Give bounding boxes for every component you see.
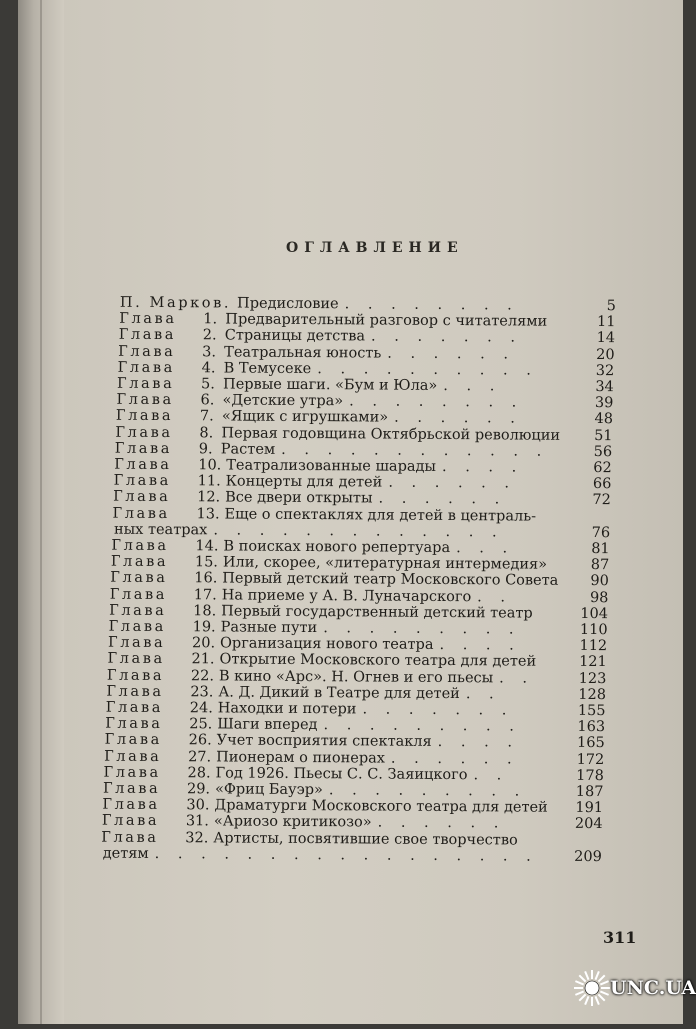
chapter-label: Глава — [104, 748, 162, 765]
chapter-label: Глава — [116, 391, 174, 409]
toc-page-number: 87 — [590, 557, 610, 574]
chapter-title: В кино «Арс». Н. Огнев и его пьесы — [218, 668, 494, 686]
leader-dots: . . . . . . — [394, 410, 522, 427]
chapter-label: Глава — [110, 553, 169, 571]
book-page — [18, 0, 683, 1024]
sunburst-ray — [595, 971, 598, 979]
chapter-title: Все двери открыты — [225, 489, 373, 507]
leader-dots: . . . . — [437, 734, 520, 751]
toc-page-number: 209 — [574, 848, 602, 865]
chapter-label: Глава — [119, 310, 177, 328]
leader-dots: . . . . . . . . . . — [317, 360, 538, 379]
leader-dots: . . . . . . — [388, 474, 517, 492]
watermark — [572, 968, 696, 1012]
chapter-label: Глава — [106, 667, 165, 684]
chapter-title: Открытие Московского театра для детей — [219, 651, 537, 671]
chapter-label: Глава — [104, 732, 162, 749]
toc-page-number: 128 — [578, 686, 607, 703]
chapter-title: Концерты для детей — [225, 473, 383, 491]
toc-page-number: 32 — [595, 362, 615, 379]
chapter-number: 1. — [203, 311, 218, 328]
chapter-label: Глава — [103, 764, 161, 781]
chapter-number: 11. — [197, 473, 221, 490]
toc-page-number: 172 — [576, 751, 605, 768]
toc-page-number: 76 — [591, 524, 611, 541]
chapter-number: 8. — [199, 424, 214, 441]
chapter-number: 13. — [196, 505, 220, 523]
toc-heading: ОГЛАВЛЕНИЕ — [286, 240, 464, 256]
chapter-label: Глава — [105, 699, 164, 717]
sunburst-ray — [595, 996, 598, 1004]
chapter-number: 21. — [191, 651, 215, 668]
toc-page-number: 72 — [592, 492, 611, 509]
chapter-number: 17. — [193, 586, 217, 603]
leader-dots: . . — [473, 766, 509, 784]
chapter-label: Глава — [114, 456, 172, 474]
chapter-title: Еще о спектаклях для детей в централь- — [224, 506, 537, 525]
chapter-title: В Темусеке — [223, 360, 312, 377]
chapter-label: Глава — [108, 634, 166, 652]
chapter-label: Глава — [113, 489, 171, 506]
sunburst-ray — [575, 991, 583, 994]
chapter-title: А. Д. Дикий в Театре для детей — [218, 684, 460, 702]
chapter-title: детям — [102, 845, 149, 862]
chapter-label: Глава — [101, 812, 160, 830]
toc-page-number: 178 — [576, 767, 604, 784]
chapter-title: Год 1926. Пьесы С. С. Заяицкого — [215, 765, 468, 783]
chapter-number: 28. — [187, 764, 211, 782]
chapter-label: Глава — [111, 537, 169, 555]
chapter-number: 19. — [192, 619, 216, 636]
chapter-number: 15. — [194, 554, 218, 571]
chapter-label: Глава — [117, 375, 175, 393]
chapter-title: ных театрах — [113, 521, 208, 539]
chapter-label: Глава — [109, 602, 167, 619]
leader-dots: . . . — [456, 540, 515, 557]
toc-page-number: 204 — [574, 816, 603, 833]
chapter-label: Глава — [105, 715, 163, 733]
chapter-number: 16. — [194, 570, 218, 587]
chapter-title: Первая годовщина Октябрьской революции — [221, 425, 561, 444]
toc-page-number: 90 — [590, 573, 609, 590]
leader-dots: . . . . . . — [387, 345, 516, 363]
chapter-number: 31. — [185, 813, 209, 830]
chapter-title: Или, скорее, «литературная интермедия» — [222, 554, 548, 573]
chapter-number: 9. — [198, 441, 213, 458]
leader-dots: . . . . . . — [378, 490, 507, 508]
leader-dots: . . . . . . . . . — [323, 717, 521, 735]
leader-dots: . . . . — [441, 458, 524, 476]
chapter-number: 26. — [188, 732, 212, 749]
chapter-label: Глава — [113, 472, 172, 490]
chapter-label: Глава — [118, 327, 177, 344]
chapter-title: Страницы детства — [224, 327, 366, 345]
chapter-number: 12. — [197, 489, 221, 506]
chapter-title: На приеме у А. В. Луначарского — [221, 587, 472, 605]
toc-page-number: 110 — [579, 621, 608, 639]
chapter-number: 27. — [188, 748, 212, 765]
toc-page-number: 14 — [596, 330, 616, 347]
chapter-title: «Детские утра» — [222, 392, 344, 410]
leader-dots: . . — [499, 669, 535, 687]
chapter-title: «Ящик с игрушками» — [221, 408, 389, 426]
leader-dots: . . . . . . — [377, 814, 506, 832]
toc-page-number: 56 — [593, 443, 613, 460]
leader-dots: . . . . . . . — [371, 328, 523, 346]
chapter-title: Театрализованные шарады — [226, 457, 437, 475]
chapter-title: Театральная юность — [224, 344, 382, 362]
toc-page-number: 165 — [576, 735, 605, 752]
chapter-number: 29. — [186, 781, 211, 798]
leader-dots: . . . . . . . . — [349, 393, 524, 411]
sunburst-ray — [575, 981, 583, 984]
chapter-number: 7. — [199, 408, 214, 425]
chapter-title: Учет восприятия спектакля — [216, 732, 432, 751]
sunburst-ray — [600, 981, 608, 984]
toc-page-number: 104 — [580, 605, 609, 622]
toc-page-number: 11 — [596, 314, 616, 331]
chapter-title: Первый государственный детский театр — [221, 603, 533, 622]
toc-page-number: 51 — [594, 427, 613, 444]
toc-page-number: 123 — [578, 670, 607, 687]
chapter-title: Предисловие — [237, 295, 339, 313]
toc-page-number: 187 — [575, 783, 604, 801]
chapter-title: «Ариозо критикозо» — [213, 813, 372, 831]
chapter-title: Шаги вперед — [217, 716, 318, 734]
chapter-label: П. Марков. — [119, 294, 232, 312]
toc-page-number: 191 — [575, 800, 604, 817]
chapter-number: 24. — [189, 700, 213, 717]
sunburst-ray — [585, 996, 588, 1004]
chapter-title: «Фриц Бауэр» — [214, 781, 323, 799]
chapter-label: Глава — [107, 651, 165, 668]
chapter-number: 5. — [201, 376, 215, 393]
chapter-number: 22. — [190, 667, 215, 684]
chapter-number: 14. — [195, 538, 219, 555]
leader-dots: . . . . — [439, 637, 521, 654]
toc-page-number: 48 — [594, 411, 614, 428]
leader-dots: . . . — [443, 377, 502, 395]
chapter-number: 4. — [201, 360, 216, 377]
chapter-label: Глава — [114, 440, 173, 457]
chapter-title: Растем — [220, 441, 276, 458]
chapter-title: В поисках нового репертуара — [223, 538, 451, 557]
chapter-number: 20. — [192, 635, 216, 652]
chapter-label: Глава — [106, 683, 164, 700]
chapter-title: Находки и потери — [217, 700, 357, 718]
leader-dots: . . . . . . . . . . . . — [281, 441, 549, 460]
chapter-number: 10. — [198, 457, 222, 474]
chapter-number: 23. — [190, 684, 214, 701]
toc-entry — [103, 845, 538, 865]
chapter-title: Пионерам о пионерах — [216, 748, 386, 767]
chapter-label: Глава — [115, 408, 174, 425]
leader-dots: . . . . . . . . . . . . . — [213, 522, 504, 541]
chapter-label: Глава — [118, 343, 176, 360]
leader-dots: . . . . . . . . . — [328, 782, 527, 800]
toc-page-number: 34 — [595, 379, 614, 396]
leader-dots: . . . . . . . . . — [323, 620, 521, 638]
chapter-number: 6. — [200, 392, 215, 409]
chapter-label: Глава — [115, 424, 173, 441]
chapter-label: Глава — [117, 359, 175, 376]
toc-page-number: 155 — [577, 702, 606, 720]
chapter-label: Глава — [109, 586, 168, 603]
sunburst-logo-icon — [572, 968, 612, 1008]
chapter-label: Глава — [102, 780, 161, 798]
sunburst-ray — [598, 975, 604, 981]
chapter-title: Первый детский театр Московского Совета — [222, 570, 559, 590]
table-of-contents — [11, 0, 683, 1029]
chapter-label: Глава — [110, 570, 168, 587]
leader-dots: . . — [465, 685, 501, 703]
toc-page-number: 121 — [579, 654, 607, 671]
chapter-number: 32. — [185, 829, 209, 846]
chapter-number: 30. — [186, 797, 210, 814]
leader-dots: . . . . . . . — [362, 701, 514, 719]
sunburst-ray — [598, 994, 604, 1000]
leader-dots: . . . . . . — [390, 750, 519, 768]
chapter-label: Глава — [108, 618, 166, 636]
chapter-label: Глава — [101, 829, 159, 846]
chapter-title: Первые шаги. «Бум и Юла» — [223, 376, 438, 394]
toc-page-number: 62 — [593, 460, 612, 477]
chapter-title: Организация нового театра — [220, 635, 434, 654]
toc-page-number: 163 — [577, 719, 606, 736]
chapter-number: 3. — [202, 343, 217, 360]
page-number: 311 — [603, 928, 637, 947]
toc-page-number: 81 — [591, 541, 610, 558]
toc-page-number: 112 — [579, 638, 608, 655]
chapter-title: Разные пути — [220, 619, 318, 637]
chapter-title: Предварительный разговор с читателями — [225, 311, 548, 330]
watermark-text: UNC.UA — [610, 977, 696, 999]
toc-page-number: 39 — [594, 395, 614, 412]
sunburst-ray — [579, 994, 585, 1000]
leader-dots: . . . . . . . . — [344, 296, 519, 314]
sunburst-ray — [585, 971, 588, 979]
leader-dots: . . — [477, 588, 513, 606]
sunburst-ray — [600, 991, 608, 994]
chapter-number: 25. — [189, 716, 213, 733]
toc-page-number: 5 — [606, 298, 616, 315]
chapter-number: 18. — [193, 603, 217, 620]
toc-page-number: 66 — [592, 476, 612, 493]
chapter-title: Драматурги Московского театра для детей — [214, 797, 548, 816]
leader-dots: . . . . . . . . . . . . . . . . . — [154, 845, 538, 865]
chapter-label: Глава — [102, 796, 160, 814]
chapter-title: Артисты, посвятившие свое творчество — [213, 829, 518, 849]
toc-page-number: 98 — [589, 589, 609, 606]
chapter-number: 2. — [202, 327, 217, 344]
toc-page-number: 20 — [596, 346, 615, 363]
chapter-label: Глава — [112, 505, 170, 522]
sunburst-ray — [579, 975, 585, 981]
